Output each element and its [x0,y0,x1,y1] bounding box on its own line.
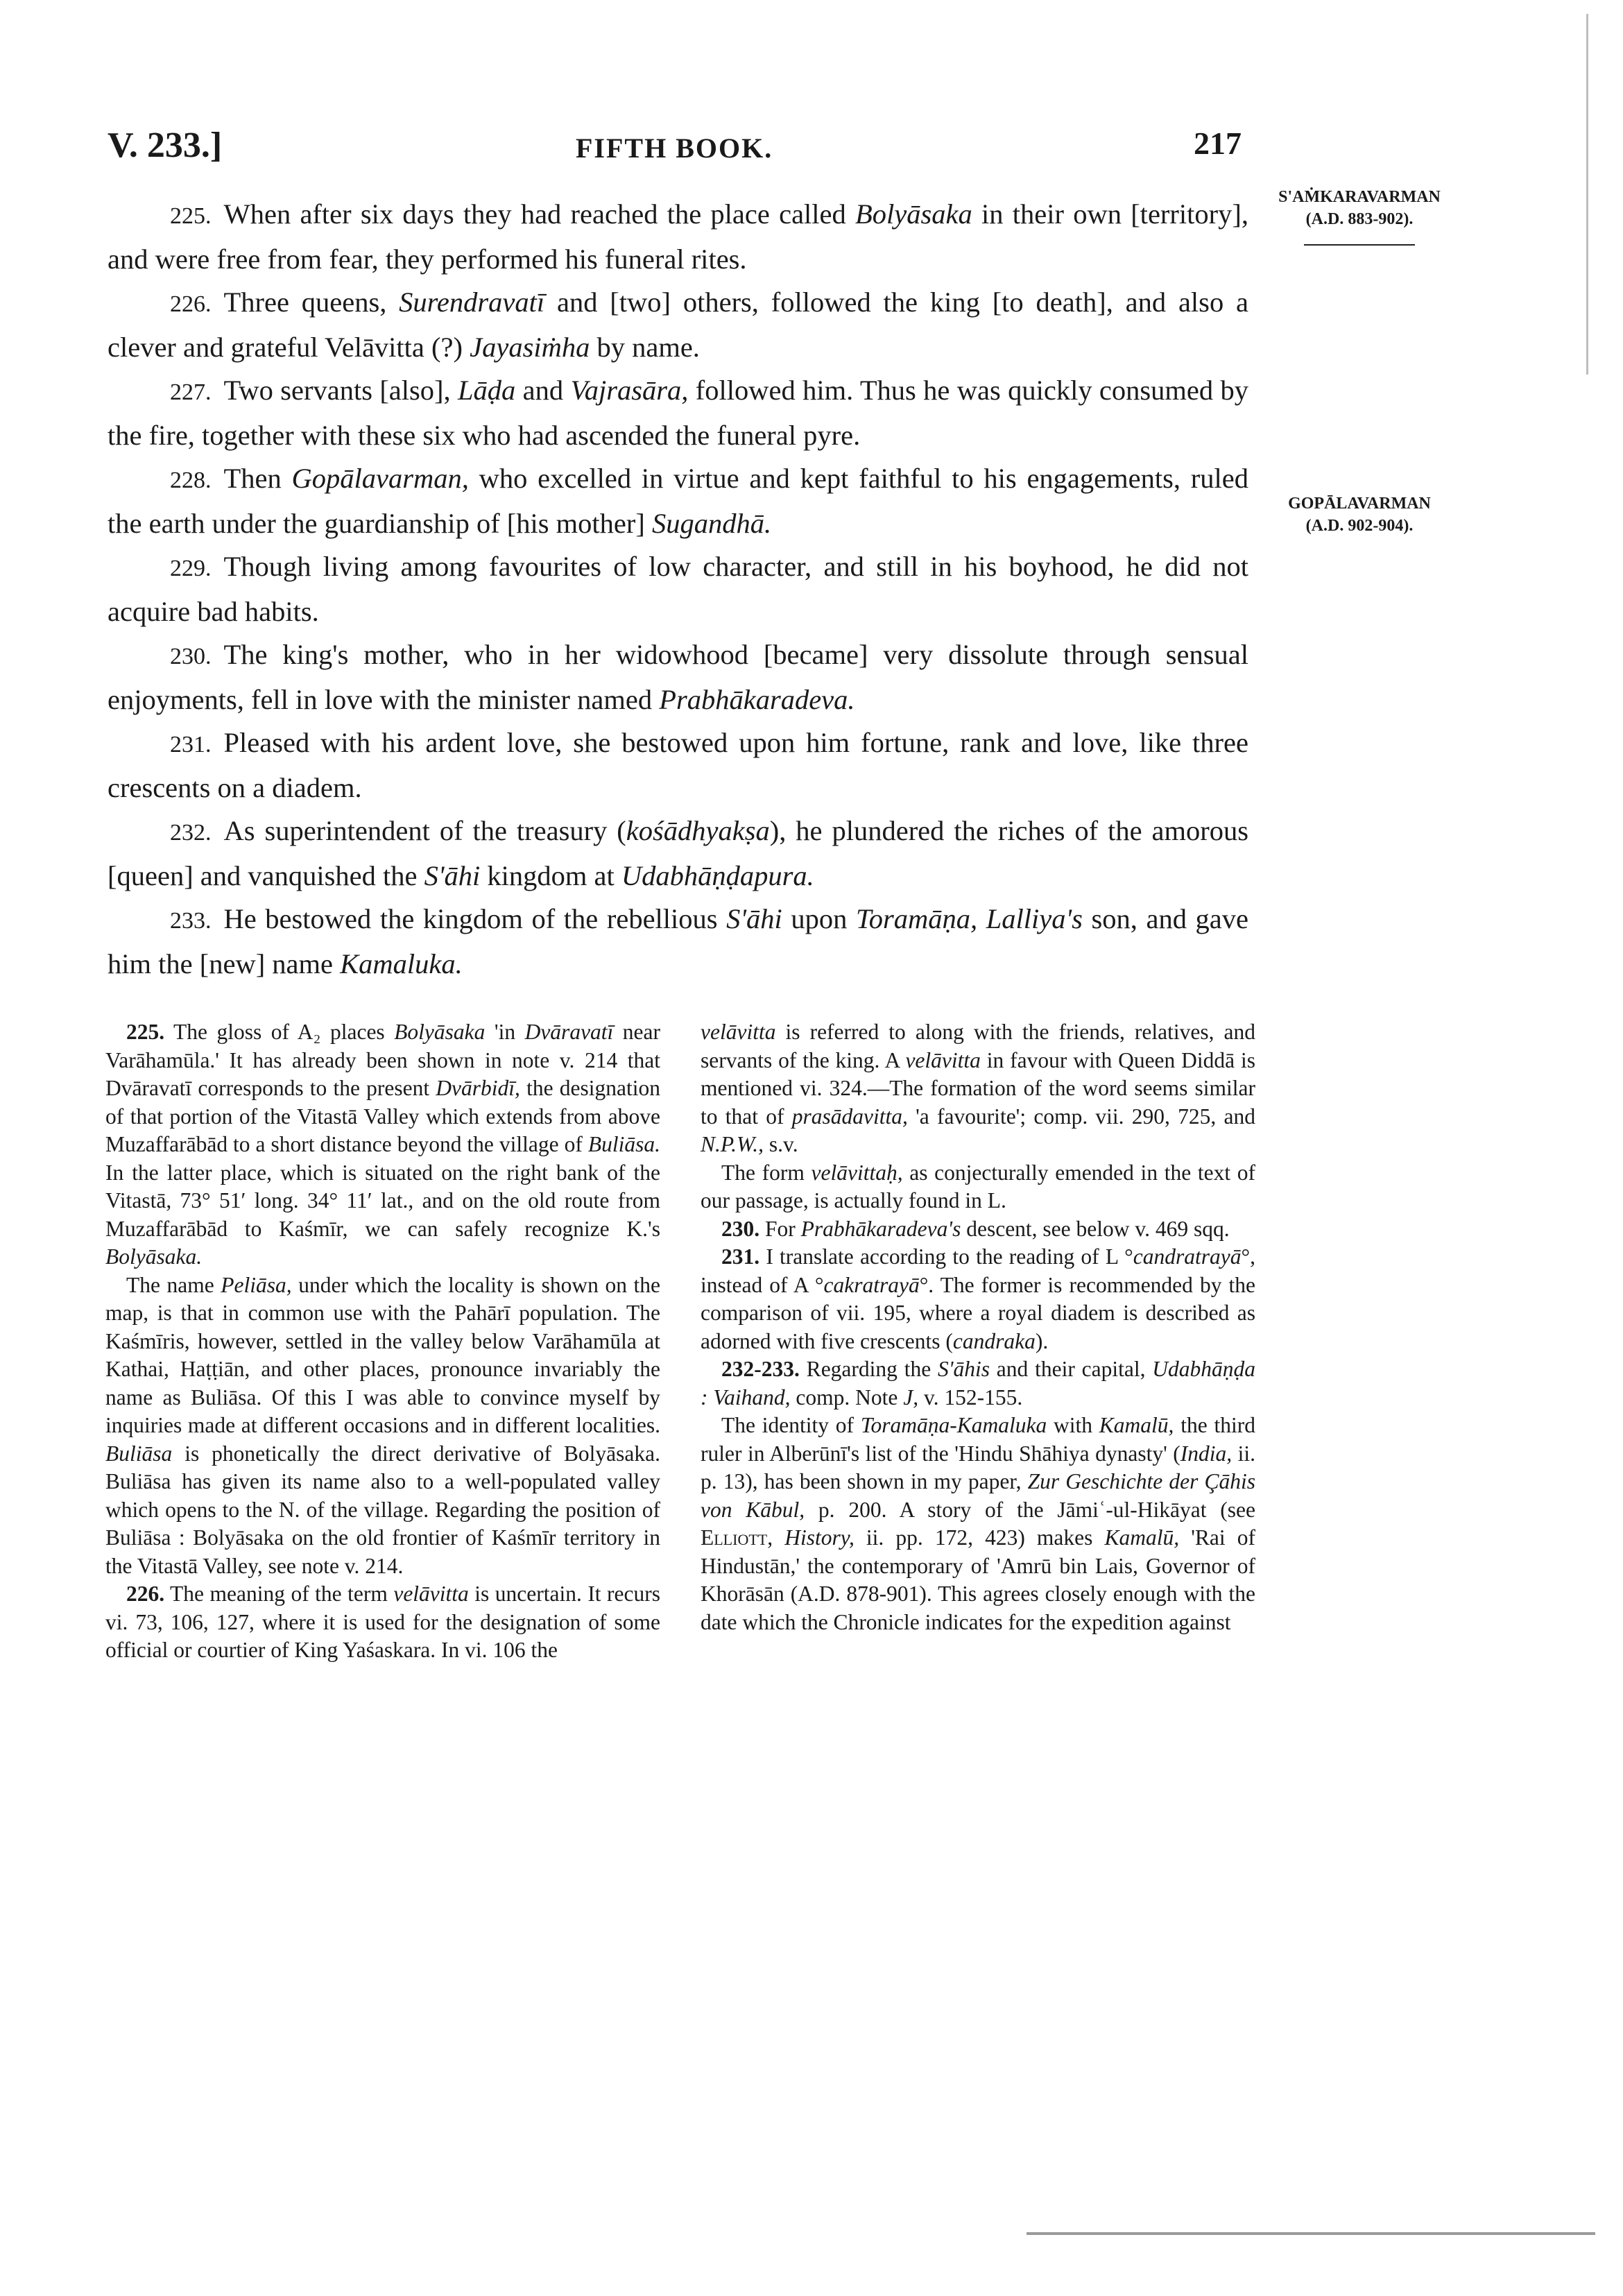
verse-number: 226. [170,291,212,317]
footnotes-right-column [701,1018,1255,1636]
footnote-226 [105,1580,660,1665]
verse-number: 230. [170,644,212,669]
verse-number: 231. [170,732,212,757]
verse-230 [108,633,1248,721]
verse-text: upon [782,903,856,934]
verse-text: As superintendent of the treasury ( [223,815,626,846]
footnote-italic: History, [773,1525,855,1550]
verse-229 [108,545,1248,633]
verse-text: Three queens, [223,286,400,318]
verse-232 [108,809,1248,898]
verse-text: by name. [590,332,700,363]
footnote-text: The name [126,1272,221,1297]
verse-text: Then [223,463,292,494]
footnote-text: For [759,1216,801,1241]
footnote-text: is phonetically the direct derivative of Bolyāsaka. Buliāsa has given its name also to a well-populated valley which opens to the N. of the village. Regarding the position of Buliāsa : Bolyāsaka on the old frontier of Kaśmīr territory in the Vitastā Valley, see note v. 214. [105,1441,660,1578]
footnote-text: is referred to along with the friends, relatives, and servants of the king. A [701,1020,1255,1072]
footnote-number: 231. [721,1244,760,1269]
verse-225 [108,193,1248,281]
verse-italic: Gopālavarman, [291,463,469,494]
verse-text: in their own [territory], and were free from fear, they performed his funeral rites. [108,198,1248,275]
footnote-italic: Buliāsa. [587,1132,660,1156]
page-bottom-rule [1027,2232,1595,2235]
verse-228 [108,457,1248,545]
side-note-samkaravarman [1248,186,1470,246]
footnote-231 [701,1243,1255,1355]
footnote-italic: Dvāravatī [524,1020,614,1044]
book-title: FIFTH BOOK. [576,132,773,164]
footnote-italic: Prabhākaradeva's [800,1216,961,1241]
footnote-text: ii. pp. 172, 423) makes [854,1525,1105,1550]
verse-italic: Udabhāṇḍapura. [621,860,814,891]
footnote-italic: velāvitta [701,1020,776,1044]
footnote-text: In the latter place, which is situated on the right bank of the Vitastā, 73° 51′ long. 34° 11′ lat., and on the old route from Muzaffarābād to Kaśmīr, we can safely recognize K.'s [105,1160,660,1241]
footnotes-left-column [105,1018,660,1665]
page-number: 217 [1194,126,1242,161]
footnote-italic: Dvārbidī, [436,1076,520,1100]
verse-227 [108,369,1248,457]
footnote-italic: J, [903,1385,919,1410]
footnote-233-identity [701,1412,1255,1636]
footnote-text: 'Rai of Hindustān,' the contemporary of 'Amrū bin Lais, Governor of Khorāsān (A.D. 878-901). This agrees closely enough with the date which the Chronicle indicates for the expedition against [701,1525,1255,1634]
footnote-text: as conjecturally emended in the text of our passage, is actually found in L. [701,1160,1255,1213]
footnote-text: The gloss of A₂ places [164,1020,395,1044]
footnote-226-form [701,1159,1255,1215]
footnote-number: 230. [721,1216,760,1241]
footnote-text: Regarding the [799,1357,938,1381]
verse-226 [108,281,1248,369]
verse-text: The king's mother, who in her widowhood [became] very dissolute through sensual enjoyments, fell in love with the minister named [108,639,1248,715]
footnote-text: near Varāhamūla.' It has already been shown in note v. 214 that Dvāravatī corresponds to the present [105,1020,661,1100]
verse-number: 227. [170,379,212,405]
verse-italic: Lalliya's [986,903,1083,934]
page-header [104,125,1242,180]
verse-number: 232. [170,820,212,846]
footnote-italic: Buliāsa [105,1441,173,1466]
footnote-italic: candraka [952,1328,1036,1353]
margin-rule [1586,14,1588,375]
verse-text: and [515,375,571,406]
footnote-italic: India, [1180,1441,1233,1466]
translation-text [108,193,1248,986]
side-note-dates: (A.D. 883-902). [1305,210,1414,228]
footnote-text: descent, see below v. 469 sqq. [961,1216,1230,1241]
verse-231 [108,721,1248,809]
footnote-text: in favour with Queen Diddā is mentioned vi. 324.—The formation of the word seems similar to that of [701,1047,1256,1129]
verse-italic: Surendravatī [399,286,545,318]
footnote-text: under which the locality is shown on the map, is that in common use with the Pahārī population. The Kaśmīris, however, settled in the valley below Varāhamūla at Kathai, Haṭṭiān, and other places, pronounce invariably the name as Buliāsa. Of this I was able to convince myself by inquiries made at different occasions and in different localities. [105,1272,661,1437]
footnote-italic: velāvitta [905,1047,981,1072]
footnote-italic: Kamalū, [1104,1525,1180,1550]
footnote-text: the third ruler in Alberūnī's list of the 'Hindu Shāhiya dynasty' ( [701,1413,1255,1466]
verse-233 [108,898,1248,986]
side-note-gopalavarman [1248,492,1470,537]
verse-italic: Prabhākaradeva. [659,684,855,715]
verse-text: Two servants [also], [223,375,458,406]
footnote-italic: Kamalū, [1099,1413,1174,1437]
verse-italic: Vajrasāra, [570,375,689,406]
verse-italic: Sugandhā. [652,508,772,539]
footnote-italic: Udabhāṇḍa : Vaihand, [701,1357,1256,1410]
footnote-number: 232-233. [721,1357,800,1381]
footnote-text: v. 152-155. [918,1385,1023,1410]
footnote-italic: velāvitta [393,1582,469,1606]
footnote-text: 'a favourite'; comp. vii. 290, 725, and [907,1104,1256,1129]
footnote-text: p. 200. A story of the Jāmiʿ-ul-Hikāyat (see [805,1497,1255,1522]
verse-text: kingdom at [480,860,621,891]
verse-italic: S'āhi [726,903,782,934]
footnote-italic: S'āhis [938,1357,990,1381]
footnote-text: ii. p. 13), has been shown in my paper, [701,1441,1255,1493]
footnote-number: 226. [126,1582,165,1606]
footnote-italic: prasādavitta, [791,1104,908,1129]
verse-text: who excelled in virtue and kept faithful to his engagements, ruled the earth under the guardianship of [his mother] [108,463,1248,539]
footnote-text: The form [721,1160,812,1185]
verse-number: 225. [170,203,212,229]
verse-text: Though living among favourites of low character, and still in his boyhood, he did not acquire bad habits. [108,551,1248,627]
verse-text: When after six days they had reached the place called [223,198,856,230]
side-note-name: S'AṀKARAVARMAN [1278,188,1441,206]
verse-text: and [two] others, followed the king [to death], and also a clever and grateful Velāvitta (?) [108,286,1248,363]
footnote-italic: N.P.W., [701,1132,764,1156]
verse-text: followed him. Thus he was quickly consumed by the fire, together with these six who had ascended the funeral pyre. [108,375,1248,451]
footnote-text: the designation of that portion of the Vitastā Valley which extends from above Muzaffarābād to a short distance beyond the village of [105,1076,660,1156]
verse-number: 228. [170,468,212,493]
verse-text: son, and gave him the [new] name [108,903,1248,979]
footnote-italic: candratrayā [1133,1244,1242,1269]
footnote-italic: Toramāṇa-Kamaluka [860,1413,1047,1437]
footnote-text: °, instead of A ° [701,1244,1255,1297]
verse-italic: Lāḍa [458,375,516,406]
footnote-text: and their capital, [990,1357,1153,1381]
footnote-italic: Zur Geschichte der Çāhis von Kābul, [701,1469,1255,1522]
verse-number: 229. [170,556,212,581]
verse-text: Pleased with his ardent love, she bestowed upon him fortune, rank and love, like three crescents on a diadem. [108,727,1248,803]
verse-italic: Kamaluka. [340,948,463,979]
verse-italic: Toramāṇa, [855,903,978,934]
footnote-italic: Bolyāsaka. [105,1244,203,1269]
side-note-name: GOPĀLAVARMAN [1288,495,1431,513]
verse-italic: S'āhi [424,860,481,891]
footnote-225-continued [105,1271,660,1581]
verse-italic: Bolyāsaka [855,198,972,230]
footnote-text: ). [1035,1328,1049,1353]
verse-text: He bestowed the kingdom of the rebellious [223,903,727,934]
verse-number: 233. [170,908,212,934]
footnote-italic: cakratrayā [823,1272,920,1297]
verse-italic: Jayasiṁha [470,332,590,363]
footnote-232-233 [701,1355,1255,1412]
footnote-text: The identity of [721,1413,861,1437]
footnote-text: with [1047,1413,1099,1437]
footnote-italic: Peliāsa, [221,1272,292,1297]
footnote-italic: Bolyāsaka [394,1020,486,1044]
footnote-text: comp. Note [790,1385,904,1410]
side-note-dates: (A.D. 902-904). [1305,517,1414,535]
footnote-text: °. The former is recommended by the comparison of vii. 195, where a royal diadem is described as adorned with five crescents ( [701,1272,1255,1353]
footnote-smallcaps: Elliott, [701,1525,773,1550]
footnote-text: 'in [485,1020,525,1044]
verse-text: ), he plundered the riches of the amorous [queen] and vanquished the [108,815,1248,891]
footnote-italic: velāvittaḥ, [811,1160,903,1185]
footnote-text: The meaning of the term [164,1582,394,1606]
footnote-text: s.v. [764,1132,798,1156]
footnote-230 [701,1215,1255,1244]
footnote-226-continued [701,1018,1255,1159]
verse-italic: kośādhyakṣa [626,815,770,846]
verse-range-label: V. 233.] [108,126,223,165]
side-note-rule [1304,244,1415,246]
footnote-225 [105,1018,660,1271]
footnote-number: 225. [126,1020,165,1044]
footnote-text: is uncertain. It recurs vi. 73, 106, 127, where it is used for the designation of some official or courtier of King Yaśaskara. In vi. 106 the [105,1582,660,1662]
footnote-text: I translate according to the reading of L ° [759,1244,1133,1269]
